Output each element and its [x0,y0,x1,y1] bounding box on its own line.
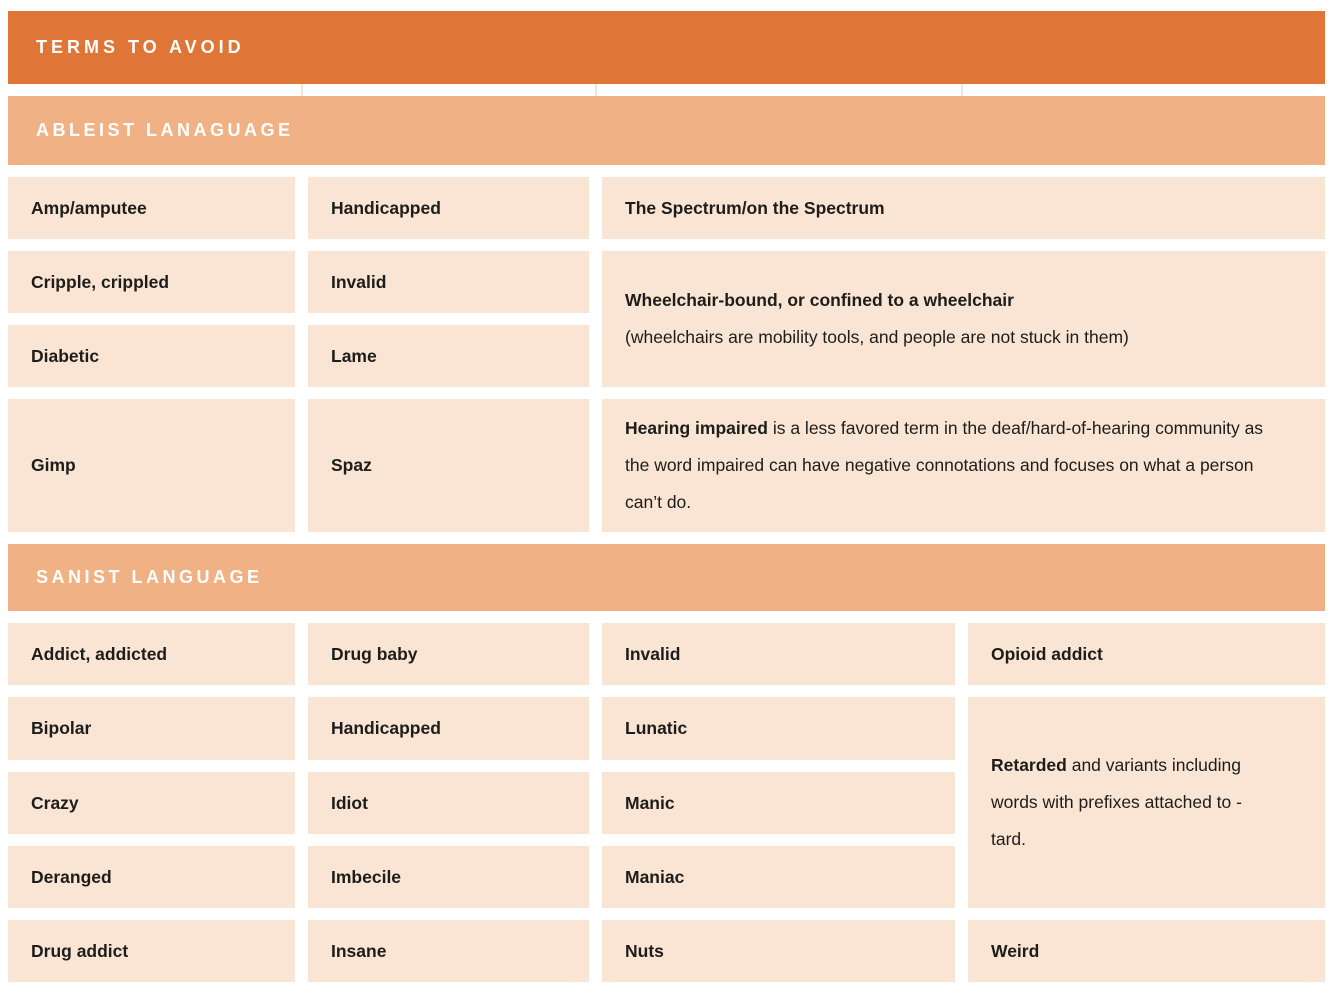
term-label: Insane [331,940,387,961]
term-label: Handicapped [331,197,441,218]
term-cell-amp-amputee [8,177,295,239]
term-label: Idiot [331,792,368,813]
terms-to-avoid-table [8,11,1325,982]
term-cell-spaz [308,399,589,532]
note-paragraph [991,747,1267,858]
term-label: Manic [625,792,675,813]
term-cell-idiot [308,772,589,834]
section-band-ableist [8,96,1325,165]
term-cell-handicapped [308,177,589,239]
term-label: Deranged [31,866,112,887]
term-cell-crazy [8,772,295,834]
note-bold-text: Retarded [991,755,1067,775]
term-label: Gimp [31,455,76,475]
note-plain-text: is a less favored term in the deaf/hard-of-hearing community as the word impaired can have negative connotations and focuses on what a person can’t do. [625,418,1264,512]
term-label: Diabetic [31,345,100,366]
term-label: Cripple, crippled [31,271,170,292]
note-cell-retarded [968,697,1325,908]
column-divider-line [961,84,963,96]
section-heading-sanist: SANIST LANGUAGE [36,567,263,587]
term-cell-cripple [8,251,295,313]
note-bold-text: Wheelchair-bound, or confined to a wheelchair [625,290,1014,310]
note-plain-line: (wheelchairs are mobility tools, and people are not stuck in them) [625,327,1129,347]
column-divider-line [301,84,303,96]
term-label: Handicapped [331,718,441,738]
term-label: Invalid [331,271,387,292]
term-label: Addict, addicted [31,643,168,664]
term-cell-manic [602,772,955,834]
term-cell-the-spectrum [602,177,1325,239]
term-label: Spaz [331,455,372,475]
term-label: Nuts [625,940,664,961]
term-cell-deranged [8,846,295,908]
term-label: The Spectrum/on the Spectrum [625,197,885,218]
note-plain-text: and variants including words with prefixes attached to -tard. [991,755,1242,849]
term-cell-handicapped-sanist [308,697,589,760]
section-band-sanist [8,544,1325,611]
note-paragraph [625,410,1273,521]
term-cell-opioid-addict [968,623,1325,685]
table-title: TERMS TO AVOID [36,37,245,57]
table-title-band [8,11,1325,84]
term-label: Opioid addict [991,643,1103,664]
term-label: Drug addict [31,940,129,961]
term-label: Bipolar [31,718,92,738]
term-label: Lunatic [625,718,688,738]
term-cell-drug-addict [8,920,295,982]
term-cell-diabetic [8,325,295,387]
term-cell-weird [968,920,1325,982]
term-label: Imbecile [331,866,402,887]
note-cell-hearing-impaired [602,399,1325,532]
section-heading-ableist: ABLEIST LANAGUAGE [36,120,294,140]
term-cell-drug-baby [308,623,589,685]
term-cell-lame [308,325,589,387]
term-cell-lunatic [602,697,955,760]
term-cell-invalid [308,251,589,313]
term-label: Weird [991,940,1040,961]
term-cell-invalid-sanist [602,623,955,685]
column-divider-line [595,84,597,96]
term-label: Lame [331,345,377,366]
term-label: Crazy [31,792,79,813]
term-label: Invalid [625,643,681,664]
note-bold-text: Hearing impaired [625,418,768,438]
term-cell-nuts [602,920,955,982]
note-cell-wheelchair-bound [602,251,1325,387]
term-cell-insane [308,920,589,982]
term-cell-imbecile [308,846,589,908]
term-cell-maniac [602,846,955,908]
term-cell-bipolar [8,697,295,760]
term-cell-addict [8,623,295,685]
term-label: Drug baby [331,643,418,664]
term-label: Maniac [625,866,685,887]
term-cell-gimp [8,399,295,532]
note-bold-line [625,282,1305,319]
term-label: Amp/amputee [31,197,147,218]
